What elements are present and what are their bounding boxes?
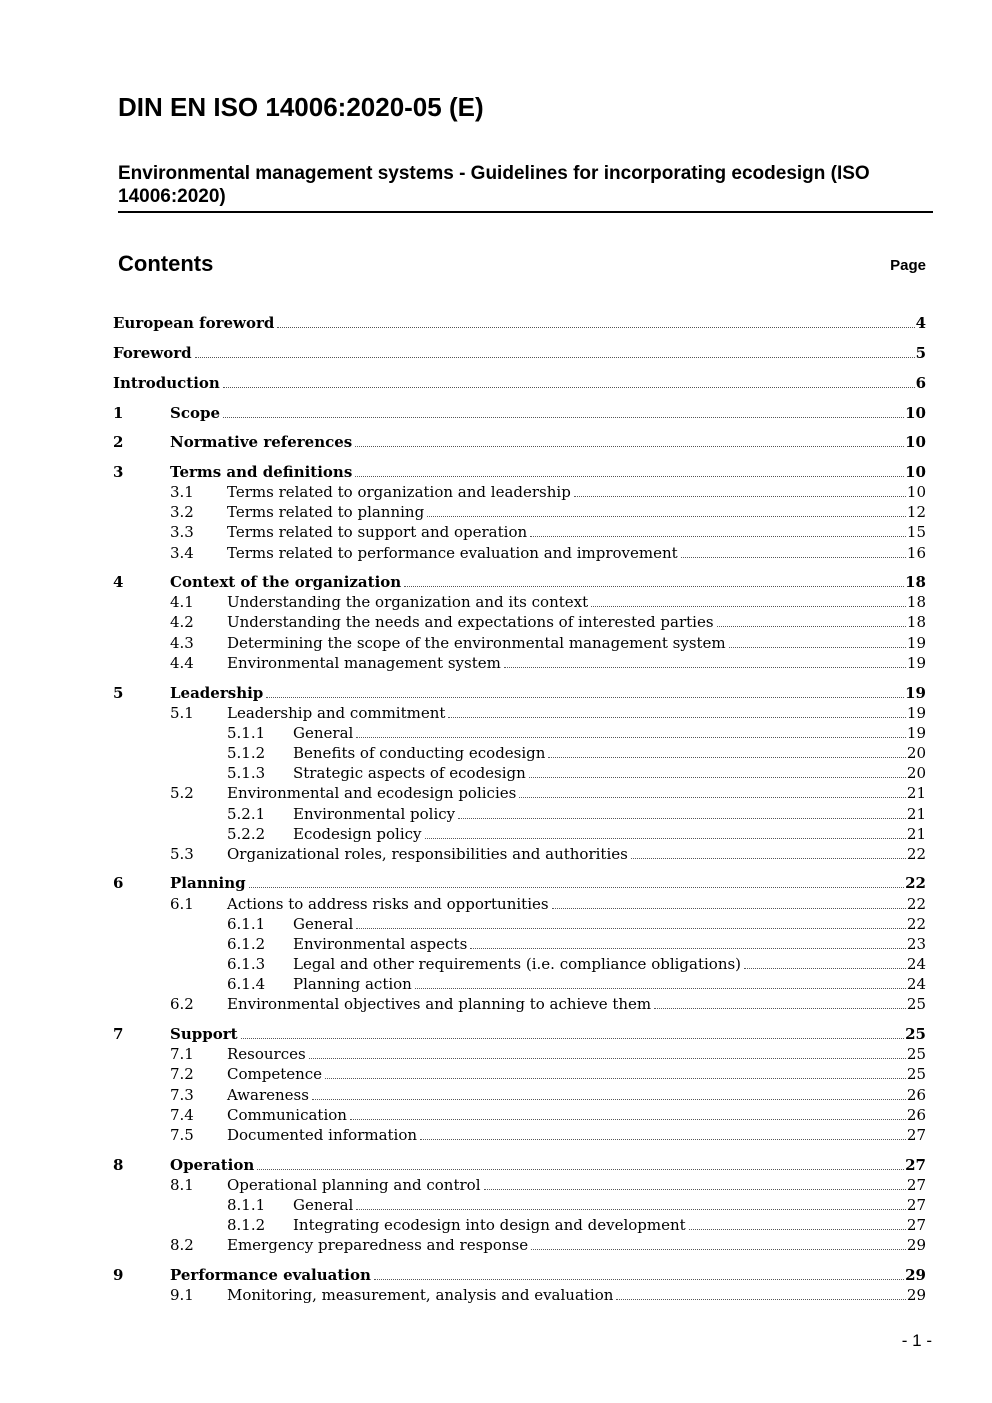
toc-entry-line <box>293 804 926 824</box>
toc-entry-number: 5.2.1 <box>227 805 266 823</box>
toc-entry-line <box>170 572 926 592</box>
toc-entry-line <box>113 373 926 393</box>
toc-entry-page: 4 <box>915 314 926 332</box>
dot-leader <box>519 797 906 798</box>
toc-entry[interactable] <box>113 703 926 723</box>
toc-entry-label: Environmental management system <box>227 654 501 672</box>
toc-entry-page: 5 <box>915 344 926 362</box>
dot-leader <box>591 606 906 607</box>
toc-entry-number: 3.4 <box>170 544 194 562</box>
toc-entry-line <box>293 763 926 783</box>
toc-entry[interactable] <box>113 934 926 954</box>
dot-leader <box>277 327 914 328</box>
toc-entry[interactable] <box>113 723 926 743</box>
toc-entry-number: 4.2 <box>170 613 194 631</box>
dot-leader <box>241 1038 905 1039</box>
toc-entry-label: Strategic aspects of ecodesign <box>293 764 526 782</box>
toc-entry-line <box>227 1064 926 1084</box>
toc-entry[interactable] <box>113 1235 926 1255</box>
toc-entry-page: 23 <box>906 935 926 953</box>
toc-entry-label: Planning action <box>293 975 412 993</box>
toc-entry[interactable] <box>113 373 926 393</box>
dot-leader <box>195 357 915 358</box>
toc-entry[interactable] <box>113 633 926 653</box>
toc-entry-page: 19 <box>906 704 926 722</box>
document-title: DIN EN ISO 14006:2020-05 (E) <box>118 92 484 122</box>
toc-entry-line <box>227 1175 926 1195</box>
toc-entry-line <box>227 1125 926 1145</box>
toc-entry-line <box>227 522 926 542</box>
toc-entry-label: Legal and other requirements (i.e. compliance obligations) <box>293 955 742 973</box>
toc-entry[interactable] <box>113 914 926 934</box>
toc-entry-number: 7.1 <box>170 1045 194 1063</box>
toc-entry-page: 16 <box>906 544 926 562</box>
toc-entry-page: 18 <box>906 613 926 631</box>
toc-entry[interactable] <box>113 432 926 452</box>
dot-leader <box>425 838 906 839</box>
toc-entry-page: 21 <box>906 805 926 823</box>
toc-entry-line <box>227 1235 926 1255</box>
dot-leader <box>529 777 906 778</box>
toc-entry-label: Normative references <box>170 433 353 451</box>
toc-entry-label: Leadership <box>170 684 264 702</box>
toc-entry-label: Ecodesign policy <box>293 825 422 843</box>
toc-entry-page: 20 <box>906 764 926 782</box>
toc-entry-number: 5.1.3 <box>227 764 266 782</box>
toc-entry-label: Operational planning and control <box>227 1176 481 1194</box>
toc-entry-number: 5.3 <box>170 845 194 863</box>
toc-entry-label: Actions to address risks and opportunities <box>227 895 549 913</box>
toc-entry-number: 2 <box>113 433 124 451</box>
toc-entry-label: Competence <box>227 1065 323 1083</box>
toc-entry-line <box>170 462 926 482</box>
dot-leader <box>689 1229 906 1230</box>
toc-entry-number: 3.3 <box>170 523 194 541</box>
toc-entry-label: Terms and definitions <box>170 463 353 481</box>
toc-entry[interactable] <box>113 844 926 864</box>
toc-entry-number: 6 <box>113 874 124 892</box>
toc-entry-number: 6.1 <box>170 895 194 913</box>
toc-entry-label: Communication <box>227 1106 347 1124</box>
toc-entry-label: Terms related to organization and leadership <box>227 483 571 501</box>
dot-leader <box>654 1008 906 1009</box>
dot-leader <box>355 476 904 477</box>
dot-leader <box>504 667 906 668</box>
toc-entry[interactable] <box>113 1195 926 1215</box>
toc-entry-label: Understanding the organization and its context <box>227 593 589 611</box>
toc-entry[interactable] <box>113 462 926 482</box>
toc-entry-page: 29 <box>906 1286 926 1304</box>
toc-entry-label: Awareness <box>227 1086 309 1104</box>
toc-entry-number: 4 <box>113 573 124 591</box>
toc-entry-page: 29 <box>905 1266 926 1284</box>
toc-entry-page: 24 <box>906 975 926 993</box>
toc-entry-page: 19 <box>905 684 926 702</box>
toc-entry[interactable] <box>113 1044 926 1064</box>
toc-entry[interactable] <box>113 763 926 783</box>
contents-heading: Contents <box>118 251 214 276</box>
toc-entry[interactable] <box>113 824 926 844</box>
toc-entry-page: 19 <box>906 654 926 672</box>
toc-entry-label: General <box>293 724 354 742</box>
toc-entry-number: 4.1 <box>170 593 194 611</box>
toc-entry-label: Planning <box>170 874 246 892</box>
toc-entry-label: General <box>293 1196 354 1214</box>
toc-entry[interactable] <box>113 653 926 673</box>
toc-entry-label: Operation <box>170 1156 255 1174</box>
toc-entry[interactable] <box>113 482 926 502</box>
toc-entry-line <box>170 683 926 703</box>
toc-entry-label: Determining the scope of the environmental management system <box>227 634 726 652</box>
toc-entry-line <box>227 844 926 864</box>
toc-entry[interactable] <box>113 683 926 703</box>
toc-entry-line <box>170 873 926 893</box>
toc-entry-line <box>227 633 926 653</box>
toc-entry-label: Performance evaluation <box>170 1266 371 1284</box>
toc-entry[interactable] <box>113 592 926 612</box>
toc-entry[interactable] <box>113 522 926 542</box>
toc-entry-line <box>293 1195 926 1215</box>
toc-entry-line <box>113 343 926 363</box>
toc-entry-number: 8.1 <box>170 1176 194 1194</box>
toc-entry-number: 5.1.1 <box>227 724 266 742</box>
dot-leader <box>470 948 906 949</box>
toc-entry-label: Terms related to performance evaluation and improvement <box>227 544 678 562</box>
toc-entry-page: 29 <box>906 1236 926 1254</box>
toc-entry-line <box>227 703 926 723</box>
toc-entry[interactable] <box>113 403 926 423</box>
toc-entry-number: 3 <box>113 463 124 481</box>
toc-entry-page: 18 <box>905 573 926 591</box>
toc-entry-line <box>227 502 926 522</box>
toc-entry[interactable] <box>113 783 926 803</box>
dot-leader <box>616 1299 905 1300</box>
dot-leader <box>350 1119 906 1120</box>
dot-leader <box>420 1139 906 1140</box>
toc-entry[interactable] <box>113 873 926 893</box>
toc-entry-number: 3.1 <box>170 483 194 501</box>
toc-entry-number: 6.1.2 <box>227 935 266 953</box>
toc-entry-page: 18 <box>906 593 926 611</box>
dot-leader <box>574 496 906 497</box>
toc-entry-number: 6.1.3 <box>227 955 266 973</box>
dot-leader <box>249 887 905 888</box>
dot-leader <box>374 1279 904 1280</box>
toc-entry-line <box>227 653 926 673</box>
toc-entry[interactable] <box>113 994 926 1014</box>
toc-entry-number: 7 <box>113 1025 124 1043</box>
toc-entry[interactable] <box>113 543 926 563</box>
toc-entry-page: 21 <box>906 825 926 843</box>
toc-entry-page: 6 <box>915 374 926 392</box>
toc-entry-label: Context of the organization <box>170 573 402 591</box>
toc-entry-page: 21 <box>906 784 926 802</box>
dot-leader <box>744 968 906 969</box>
toc-entry-line <box>293 743 926 763</box>
toc-entry-label: Monitoring, measurement, analysis and evaluation <box>227 1286 614 1304</box>
toc-entry[interactable] <box>113 1024 926 1044</box>
dot-leader <box>223 417 904 418</box>
toc-entry-number: 9.1 <box>170 1286 194 1304</box>
toc-entry-number: 9 <box>113 1266 124 1284</box>
toc-entry-label: Benefits of conducting ecodesign <box>293 744 546 762</box>
toc-entry-line <box>170 1265 926 1285</box>
toc-entry-number: 6.1.4 <box>227 975 266 993</box>
toc-entry-page: 25 <box>906 1065 926 1083</box>
dot-leader <box>484 1189 906 1190</box>
dot-leader <box>415 988 906 989</box>
toc-entry-number: 4.4 <box>170 654 194 672</box>
toc-entry-page: 10 <box>905 463 926 481</box>
toc-entry-page: 25 <box>906 995 926 1013</box>
toc-entry-page: 26 <box>906 1106 926 1124</box>
toc-entry-number: 8.1.2 <box>227 1216 266 1234</box>
toc-entry-number: 5.2.2 <box>227 825 266 843</box>
toc-entry-page: 27 <box>906 1176 926 1194</box>
dot-leader <box>717 626 906 627</box>
toc-entry[interactable] <box>113 313 926 333</box>
toc-entry[interactable] <box>113 343 926 363</box>
toc-entry-page: 19 <box>906 634 926 652</box>
toc-entry-number: 6.2 <box>170 995 194 1013</box>
dot-leader <box>681 557 906 558</box>
toc-entry-line <box>293 824 926 844</box>
toc-entry-line <box>227 894 926 914</box>
dot-leader <box>325 1078 906 1079</box>
toc-entry[interactable] <box>113 1085 926 1105</box>
toc-entry-label: Terms related to support and operation <box>227 523 528 541</box>
toc-entry[interactable] <box>113 502 926 522</box>
toc-entry[interactable] <box>113 1155 926 1175</box>
toc-entry-page: 10 <box>905 404 926 422</box>
toc-entry-number: 3.2 <box>170 503 194 521</box>
dot-leader <box>729 647 906 648</box>
toc-entry[interactable] <box>113 1215 926 1235</box>
toc-entry-number: 7.5 <box>170 1126 194 1144</box>
toc-entry-label: Support <box>170 1025 238 1043</box>
dot-leader <box>223 387 915 388</box>
toc-entry-number: 5.1.2 <box>227 744 266 762</box>
toc-entry-label: Documented information <box>227 1126 418 1144</box>
toc-entry[interactable] <box>113 1175 926 1195</box>
toc-entry-label: Resources <box>227 1045 306 1063</box>
toc-entry-page: 27 <box>905 1156 926 1174</box>
dot-leader <box>257 1169 904 1170</box>
toc-entry[interactable] <box>113 894 926 914</box>
toc-entry-label: Terms related to planning <box>227 503 425 521</box>
toc-entry-page: 19 <box>906 724 926 742</box>
toc-entry-label: Environmental objectives and planning to achieve them <box>227 995 652 1013</box>
toc-entry-number: 8 <box>113 1156 124 1174</box>
dot-leader <box>531 1249 906 1250</box>
toc-entry-line <box>170 1155 926 1175</box>
toc-entry[interactable] <box>113 1125 926 1145</box>
toc-entry-page: 22 <box>905 874 926 892</box>
toc-entry-line <box>227 543 926 563</box>
toc-entry-line <box>227 592 926 612</box>
toc-entry-line <box>293 934 926 954</box>
toc-entry[interactable] <box>113 974 926 994</box>
toc-entry-line <box>227 1285 926 1305</box>
toc-entry-page: 22 <box>906 895 926 913</box>
toc-entry-label: Leadership and commitment <box>227 704 446 722</box>
toc-entry[interactable] <box>113 1265 926 1285</box>
toc-entry-page: 10 <box>906 483 926 501</box>
toc-entry-number: 8.1.1 <box>227 1196 266 1214</box>
toc-entry-label: Understanding the needs and expectations of interested parties <box>227 613 714 631</box>
dot-leader <box>356 928 906 929</box>
toc-entry-line <box>227 482 926 502</box>
dot-leader <box>552 908 906 909</box>
toc-entry-page: 12 <box>906 503 926 521</box>
toc-entry[interactable] <box>113 572 926 592</box>
toc-entry[interactable] <box>113 804 926 824</box>
toc-entry-line <box>170 432 926 452</box>
toc-entry-line <box>227 612 926 632</box>
toc-entry-line <box>227 1044 926 1064</box>
toc-entry-label: Environmental policy <box>293 805 456 823</box>
toc-entry-number: 5.1 <box>170 704 194 722</box>
toc-entry-line <box>293 914 926 934</box>
toc-entry-page: 15 <box>906 523 926 541</box>
toc-entry[interactable] <box>113 1105 926 1125</box>
dot-leader <box>548 757 905 758</box>
toc-entry-label: Environmental aspects <box>293 935 468 953</box>
toc-entry[interactable] <box>113 743 926 763</box>
toc-entry[interactable] <box>113 1285 926 1305</box>
toc-entry-line <box>113 313 926 333</box>
toc-entry-page: 25 <box>905 1025 926 1043</box>
toc-entry-line <box>227 783 926 803</box>
dot-leader <box>631 858 906 859</box>
dot-leader <box>404 586 904 587</box>
toc-entry-page: 22 <box>906 915 926 933</box>
toc-entry-number: 7.3 <box>170 1086 194 1104</box>
toc-entry-number: 6.1.1 <box>227 915 266 933</box>
page-number: - 1 - <box>901 1331 932 1350</box>
toc-entry-line <box>170 1024 926 1044</box>
toc-entry-number: 7.4 <box>170 1106 194 1124</box>
page-column-heading: Page <box>890 257 926 274</box>
toc-entry-page: 24 <box>906 955 926 973</box>
toc-entry-label: Environmental and ecodesign policies <box>227 784 517 802</box>
dot-leader <box>356 1209 906 1210</box>
toc-entry-page: 27 <box>906 1196 926 1214</box>
toc-entry-line <box>227 994 926 1014</box>
toc-entry-page: 26 <box>906 1086 926 1104</box>
toc-entry[interactable] <box>113 1064 926 1084</box>
toc-entry-number: 7.2 <box>170 1065 194 1083</box>
toc-entry-line <box>227 1085 926 1105</box>
toc-entry-page: 20 <box>906 744 926 762</box>
toc-entry-line <box>227 1105 926 1125</box>
dot-leader <box>530 536 906 537</box>
toc-entry-label: Integrating ecodesign into design and development <box>293 1216 686 1234</box>
toc-entry-line <box>293 1215 926 1235</box>
toc-entry-line <box>170 403 926 423</box>
toc-entry[interactable] <box>113 954 926 974</box>
toc-entry-line <box>293 974 926 994</box>
toc-entry-number: 4.3 <box>170 634 194 652</box>
toc-entry-page: 22 <box>906 845 926 863</box>
toc-entry-label: Scope <box>170 404 221 422</box>
toc-entry-number: 8.2 <box>170 1236 194 1254</box>
toc-entry-label: European foreword <box>113 314 275 332</box>
toc-entry-line <box>293 954 926 974</box>
toc-entry-label: Foreword <box>113 344 192 362</box>
dot-leader <box>266 697 904 698</box>
toc-entry-page: 27 <box>906 1216 926 1234</box>
dot-leader <box>356 737 906 738</box>
dot-leader <box>427 516 906 517</box>
toc-entry-label: Emergency preparedness and response <box>227 1236 529 1254</box>
toc-entry-number: 1 <box>113 404 124 422</box>
dot-leader <box>355 446 904 447</box>
dot-leader <box>448 717 905 718</box>
toc-entry[interactable] <box>113 612 926 632</box>
toc-entry-page: 10 <box>905 433 926 451</box>
document-subtitle: Environmental management systems - Guidelines for incorporating ecodesign (ISO 14006:2020) <box>118 162 933 213</box>
toc-entry-page: 27 <box>906 1126 926 1144</box>
dot-leader <box>458 818 906 819</box>
toc-entry-label: Introduction <box>113 374 220 392</box>
toc-entry-label: Organizational roles, responsibilities and authorities <box>227 845 628 863</box>
toc-entry-line <box>293 723 926 743</box>
toc-entry-label: General <box>293 915 354 933</box>
dot-leader <box>312 1099 906 1100</box>
toc-entry-number: 5.2 <box>170 784 194 802</box>
dot-leader <box>309 1058 906 1059</box>
toc-entry-number: 5 <box>113 684 124 702</box>
toc-entry-page: 25 <box>906 1045 926 1063</box>
